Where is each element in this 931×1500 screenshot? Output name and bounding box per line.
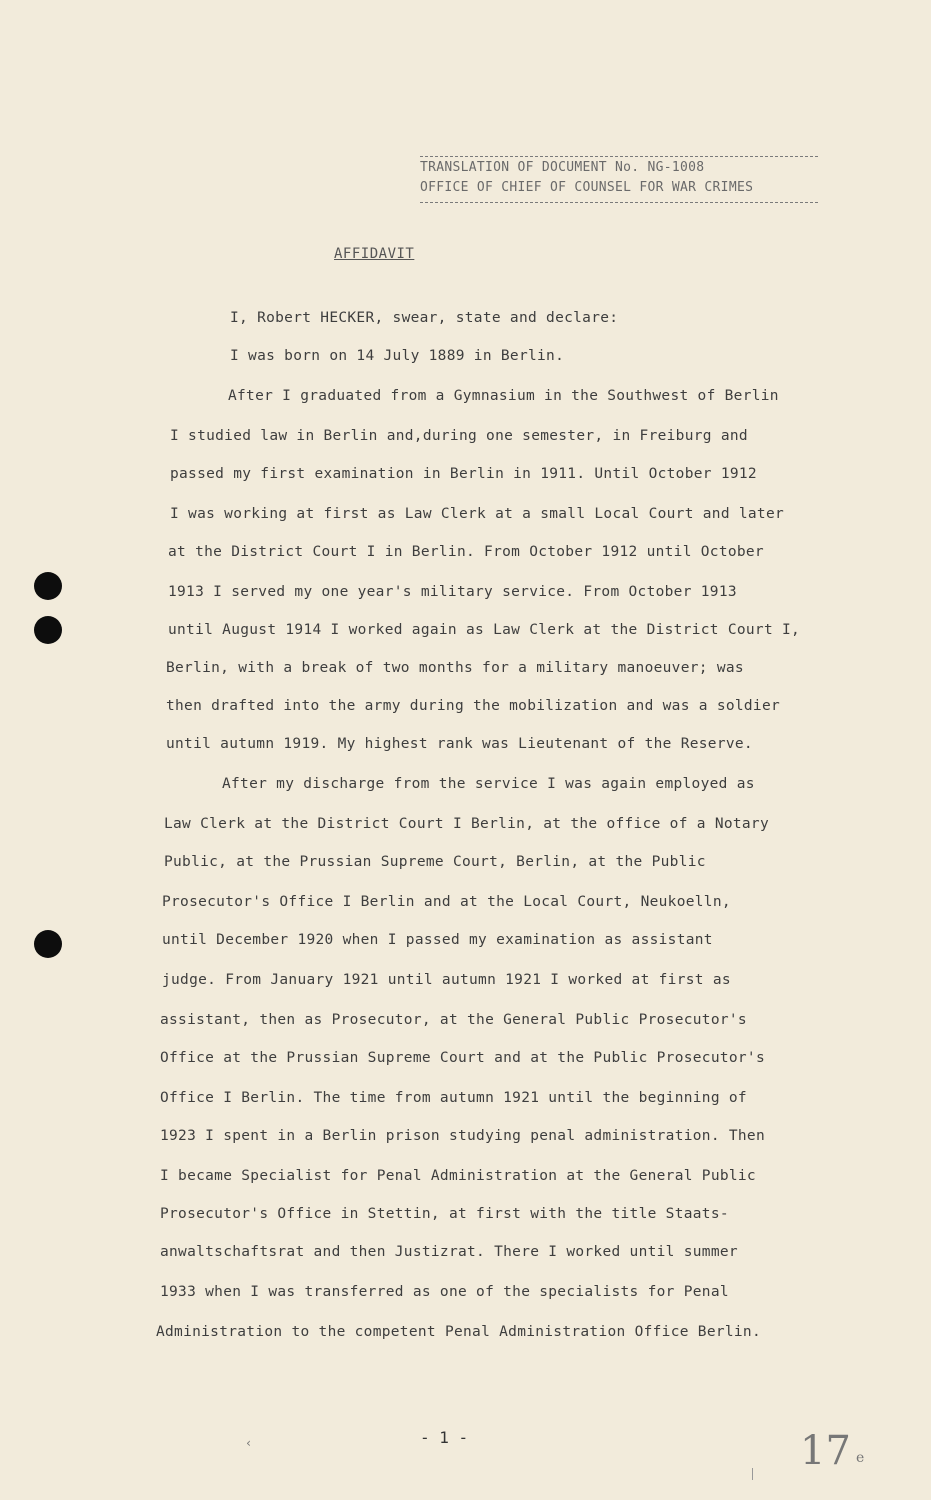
- document-title: AFFIDAVIT: [334, 246, 415, 262]
- body-line: 1913 I served my one year's military service. From October 1913: [168, 584, 737, 600]
- body-line: passed my first examination in Berlin in 1911. Until October 1912: [170, 466, 757, 482]
- body-line: Administration to the competent Penal Administration Office Berlin.: [156, 1324, 761, 1340]
- folio-number: 17: [800, 1428, 851, 1474]
- header-rule-top: [420, 156, 818, 157]
- margin-mark: ‹: [245, 1436, 253, 1450]
- body-line: until December 1920 when I passed my examination as assistant: [162, 932, 713, 948]
- header-rule-bottom: [420, 202, 818, 203]
- punch-hole-3: [34, 930, 62, 958]
- header-line-2: OFFICE OF CHIEF OF COUNSEL FOR WAR CRIMES: [420, 180, 754, 195]
- body-line: After I graduated from a Gymnasium in the Southwest of Berlin: [228, 388, 779, 404]
- body-line: Office I Berlin. The time from autumn 1921 until the beginning of: [160, 1090, 747, 1106]
- body-line: assistant, then as Prosecutor, at the General Public Prosecutor's: [160, 1012, 747, 1028]
- punch-hole-2: [34, 616, 62, 644]
- body-line: 1923 I spent in a Berlin prison studying penal administration. Then: [160, 1128, 765, 1144]
- body-line: Office at the Prussian Supreme Court and at the Public Prosecutor's: [160, 1050, 765, 1066]
- body-line: After my discharge from the service I was again employed as: [222, 776, 755, 792]
- body-line: Public, at the Prussian Supreme Court, Berlin, at the Public: [164, 854, 706, 870]
- body-line: I became Specialist for Penal Administration at the General Public: [160, 1168, 756, 1184]
- punch-hole-1: [34, 572, 62, 600]
- body-line: until autumn 1919. My highest rank was Lieutenant of the Reserve.: [166, 736, 753, 752]
- body-line: 1933 when I was transferred as one of the specialists for Penal: [160, 1284, 729, 1300]
- body-line: judge. From January 1921 until autumn 1921 I worked at first as: [162, 972, 731, 988]
- body-line: I studied law in Berlin and,during one semester, in Freiburg and: [170, 428, 748, 444]
- body-line: Berlin, with a break of two months for a military manoeuver; was: [166, 660, 744, 676]
- body-line: Prosecutor's Office I Berlin and at the Local Court, Neukoelln,: [162, 894, 731, 910]
- body-line: at the District Court I in Berlin. From October 1912 until October: [168, 544, 764, 560]
- body-line: then drafted into the army during the mobilization and was a soldier: [166, 698, 781, 714]
- body-line: I was born on 14 July 1889 in Berlin.: [230, 348, 565, 364]
- body-line: Law Clerk at the District Court I Berlin, at the office of a Notary: [164, 816, 769, 832]
- body-line: Prosecutor's Office in Stettin, at first with the title Staats-: [160, 1206, 729, 1222]
- body-line: I was working at first as Law Clerk at a small Local Court and later: [170, 506, 785, 522]
- page-number: - 1 -: [420, 1428, 469, 1447]
- margin-tick: [752, 1468, 753, 1480]
- document-header: [420, 158, 818, 198]
- body-line: anwaltschaftsrat and then Justizrat. There I worked until summer: [160, 1244, 738, 1260]
- body-line: I, Robert HECKER, swear, state and declare:: [230, 310, 619, 326]
- body-line: until August 1914 I worked again as Law Clerk at the District Court I,: [168, 622, 801, 638]
- header-line-1: TRANSLATION OF DOCUMENT No. NG-1008: [420, 160, 705, 175]
- folio-mark: e: [856, 1450, 865, 1466]
